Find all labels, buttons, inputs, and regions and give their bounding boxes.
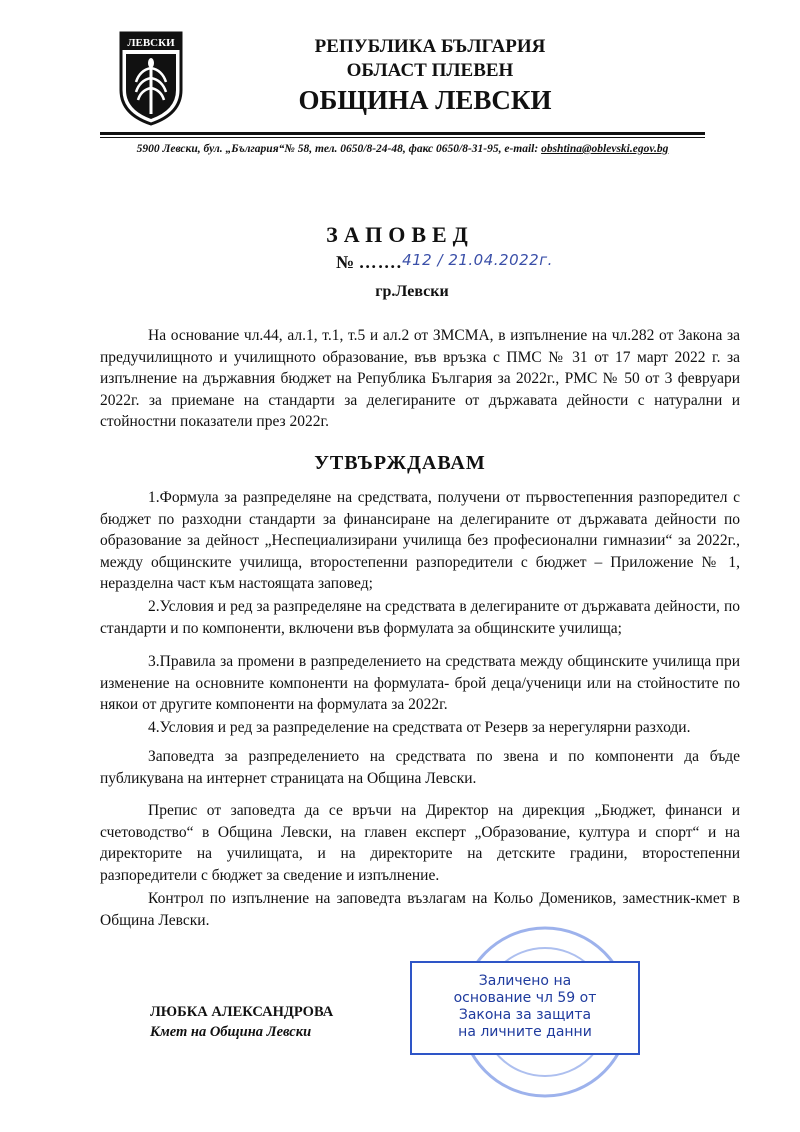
item-1: 1.Формула за разпределяне на средствата, получени от първостепенния разпоредител с бюджет по разходни стандарти за финансиране на делегираните от държавата дейности по образование за дейност „Неспециализирани училища без професионални гимназии“ за 2022г., между общинските училища, второстепенни разпоредители с бюджет – Приложение № 1, неразделна част към настоящата заповед; xyxy=(100,489,740,592)
item-2: 2.Условия и ред за разпределяне на средствата в делегираните от държавата дейности, по стандарти и по компоненти, включени във формулата за общинските училища; xyxy=(100,598,740,637)
address-text: 5900 Левски, бул. „България“№ 58, тел. 0650/8-24-48, факс 0650/8-31-95, e-mail: xyxy=(136,143,542,155)
number-prefix: № xyxy=(336,252,359,272)
intro-paragraph xyxy=(100,325,740,433)
item-4: 4.Условия и ред за разпределение на средствата от Резерв за нерегулярни разходи. xyxy=(148,719,691,736)
municipal-crest-logo xyxy=(118,30,184,126)
order-number xyxy=(336,252,553,273)
number-dots-left: ……. xyxy=(358,252,403,272)
crest-label: ЛЕВСКИ xyxy=(127,37,175,49)
item-3: 3.Правила за промени в разпределението на средствата между общинските училища при изменение на основните компоненти на формулата- брой деца/ученици или на стойностите по някои от другите компоненти на формулата за 2022г. xyxy=(100,653,740,713)
header-rule-thin xyxy=(100,137,705,138)
handwritten-number: 412 / 21.04.2022г. xyxy=(402,251,553,269)
email-link[interactable]: obshtina@oblevski.egov.bg xyxy=(541,143,669,155)
publish-paragraph: Заповедта за разпределението на средствата по звена и по компоненти да бъде публикувана на интернет страницата на Община Левски. xyxy=(100,748,740,787)
header-address xyxy=(100,143,705,155)
header-rule-thick xyxy=(100,132,705,135)
city: гр.Левски xyxy=(375,283,449,300)
header-region: ОБЛАСТ ПЛЕВЕН xyxy=(346,60,514,81)
intro-text: На основание чл.44, ал.1, т.1, т.5 и ал.2 от ЗМСМА, в изпълнение на чл.282 от Закона за предучилищното и училищното образование, във връзка с ПМС № 31 от 17 март 2022 г. за изпълнение на държавния бюджет на Република България за 2022г., РМС № 50 от 3 февруари 2022г. за приемане на стандарти за делегираните от държавата дейности с натурални и стойностни показатели през 2022г. xyxy=(100,327,740,430)
control-paragraph: Контрол по изпълнение на заповедта възлагам на Кольо Домеников, заместник-кмет в Община Левски. xyxy=(100,890,740,929)
signatory-name: ЛЮБКА АЛЕКСАНДРОВА xyxy=(150,1004,334,1020)
approve-heading: УТВЪРЖДАВАМ xyxy=(314,452,486,474)
header-country: РЕПУБЛИКА БЪЛГАРИЯ xyxy=(314,36,546,57)
copy-paragraph: Препис от заповедта да се връчи на Директор на дирекция „Бюджет, финанси и счетоводство“ в Община Левски, на главен експерт „Образование, култура и спорт“ и на директорите на училищата, и на директорите на детските градини, второстепенни разпоредители с бюджет за сведение и изпълнение. xyxy=(100,802,740,884)
header-municipality: ОБЩИНА ЛЕВСКИ xyxy=(298,85,552,115)
redaction-stamp-text: Заличено на основание чл 59 от Закона за защита на личните данни xyxy=(453,973,597,1040)
document-title: ЗАПОВЕД xyxy=(326,222,474,247)
signatory-title: Кмет на Община Левски xyxy=(150,1024,312,1040)
